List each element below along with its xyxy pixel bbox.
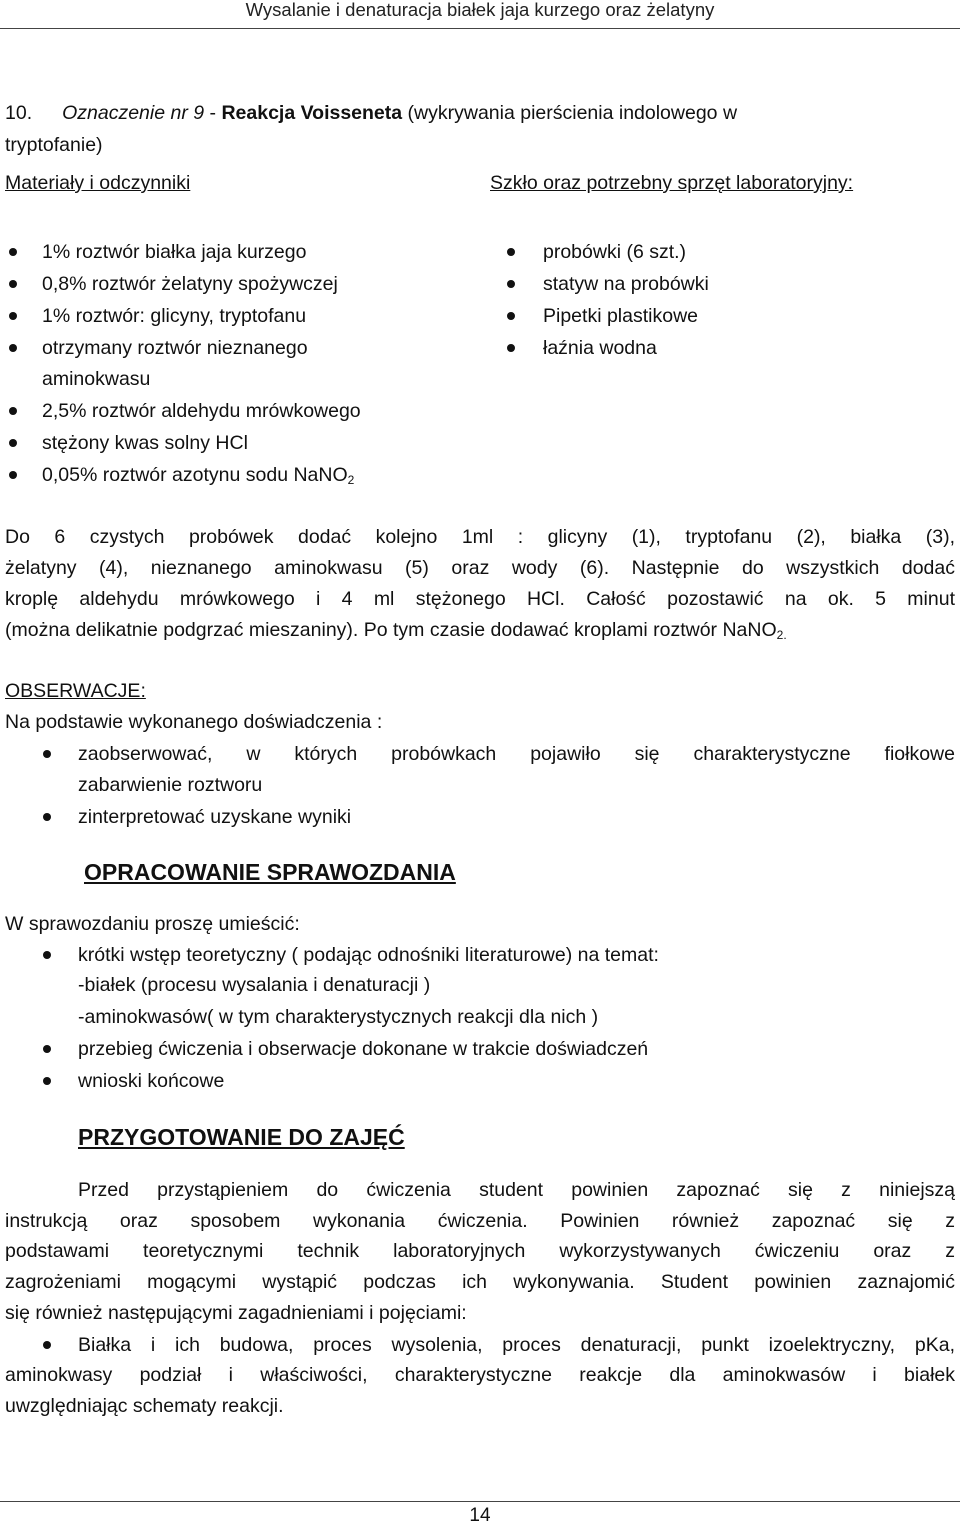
bullet-icon	[507, 248, 515, 256]
prep-item: Białka i ich budowa, proces wysolenia, proces denaturacji, punkt izoelektryczny, pKa,	[78, 1334, 955, 1356]
list-item: otrzymany roztwór nieznanego	[42, 337, 308, 359]
bullet-icon	[43, 1045, 51, 1053]
section-number: 10.	[5, 102, 33, 124]
paragraph-line: kroplę aldehydu mrówkowego i 4 ml stężonego HCl. Całość pozostawić na ok. 5 minut	[5, 588, 955, 610]
subscript: 2.	[776, 628, 787, 642]
equipment-heading: Szkło oraz potrzebny sprzęt laboratoryjny:	[490, 172, 854, 194]
list-item: 1% roztwór: glicyny, tryptofanu	[42, 305, 307, 327]
report-subitem: -aminokwasów( w tym charakterystycznych reakcji dla nich )	[78, 1006, 599, 1028]
report-item: przebieg ćwiczenia i obserwacje dokonane w trakcie doświadczeń	[78, 1038, 649, 1060]
running-header: Wysalanie i denaturacja białek jaja kurzego oraz żelatyny	[245, 0, 715, 20]
list-item: stężony kwas solny HCl	[42, 432, 248, 454]
list-item: 1% roztwór białka jaja kurzego	[42, 241, 307, 263]
observation-item: zaobserwować, w których probówkach pojawiło się charakterystyczne fiołkowe	[78, 743, 955, 765]
prep-title: PRZYGOTOWANIE DO ZAJĘĆ	[78, 1124, 405, 1150]
bullet-icon	[507, 312, 515, 320]
header-divider	[0, 28, 960, 29]
bullet-icon	[507, 344, 515, 352]
paragraph-line: żelatyny (4), nieznanego aminokwasu (5) oraz wody (6). Następnie do wszystkich dodać	[5, 557, 955, 579]
bullet-icon	[9, 248, 17, 256]
subscript: 2	[347, 473, 355, 487]
observation-item-continuation: zabarwienie roztworu	[78, 774, 263, 796]
list-item-text: 0,05% roztwór azotynu sodu NaNO	[42, 464, 348, 486]
section-heading-line1	[5, 98, 737, 129]
prep-item-continuation: aminokwasy podział i właściwości, charakterystyczne reakcje dla aminokwasów i białek	[5, 1364, 955, 1386]
report-subitem: -białek (procesu wysalania i denaturacji )	[78, 974, 431, 996]
list-item	[42, 460, 354, 496]
observation-item: zinterpretować uzyskane wyniki	[78, 806, 352, 828]
bullet-icon	[9, 439, 17, 447]
observations-intro: Na podstawie wykonanego doświadczenia :	[5, 711, 383, 733]
bullet-icon	[43, 1341, 51, 1349]
bullet-icon	[507, 280, 515, 288]
section-heading-line2: tryptofanie)	[5, 134, 103, 156]
bullet-icon	[9, 471, 17, 479]
bullet-icon	[43, 813, 51, 821]
report-title: OPRACOWANIE SPRAWOZDANIA	[84, 859, 456, 885]
list-item: probówki (6 szt.)	[543, 241, 687, 263]
bullet-icon	[9, 407, 17, 415]
paragraph-line: się również następującymi zagadnieniami i pojęciami:	[5, 1302, 467, 1324]
paragraph-line: zagrożeniami mogącymi wystąpić podczas ich wykonywania. Student powinien zaznajomić	[5, 1271, 955, 1293]
bullet-icon	[43, 1077, 51, 1085]
bullet-icon	[43, 750, 51, 758]
paragraph-text: (można delikatnie podgrzać mieszaniny). Po tym czasie dodawać kroplami roztwór NaNO	[5, 619, 777, 641]
bullet-icon	[43, 951, 51, 959]
observations-heading: OBSERWACJE:	[5, 680, 146, 702]
reaction-name: Reakcja Voisseneta	[221, 102, 403, 124]
materials-heading: Materiały i odczynniki	[5, 172, 191, 194]
section-label: Oznaczenie nr 9	[62, 102, 205, 124]
list-item-continuation: aminokwasu	[42, 368, 151, 390]
prep-item-continuation: uwzględniając schematy reakcji.	[5, 1395, 284, 1417]
list-item: łaźnia wodna	[543, 337, 657, 359]
paragraph-line	[5, 615, 787, 651]
report-item: krótki wstęp teoretyczny ( podając odnośniki literaturowe) na temat:	[78, 944, 659, 966]
paragraph-line: Do 6 czystych probówek dodać kolejno 1ml : glicyny (1), tryptofanu (2), białka (3),	[5, 526, 955, 548]
footer-divider	[0, 1501, 960, 1502]
report-item: wnioski końcowe	[78, 1070, 225, 1092]
list-item: 2,5% roztwór aldehydu mrówkowego	[42, 400, 361, 422]
section-dash: -	[204, 102, 222, 124]
bullet-icon	[9, 312, 17, 320]
list-item: statyw na probówki	[543, 273, 709, 295]
paragraph-line: Przed przystąpieniem do ćwiczenia student powinien zapoznać się z niniejszą	[78, 1179, 955, 1201]
report-intro: W sprawozdaniu proszę umieścić:	[5, 913, 300, 935]
list-item: Pipetki plastikowe	[543, 305, 698, 327]
paragraph-line: podstawami teoretycznymi technik laboratoryjnych wykorzystywanych ćwiczeniu oraz z	[5, 1240, 955, 1262]
paragraph-line: instrukcją oraz sposobem wykonania ćwiczenia. Powinien również zapoznać się z	[5, 1210, 955, 1232]
page-number: 14	[469, 1505, 491, 1526]
bullet-icon	[9, 280, 17, 288]
list-item: 0,8% roztwór żelatyny spożywczej	[42, 273, 338, 295]
section-subtitle: (wykrywania pierścienia indolowego w	[402, 102, 738, 124]
bullet-icon	[9, 344, 17, 352]
